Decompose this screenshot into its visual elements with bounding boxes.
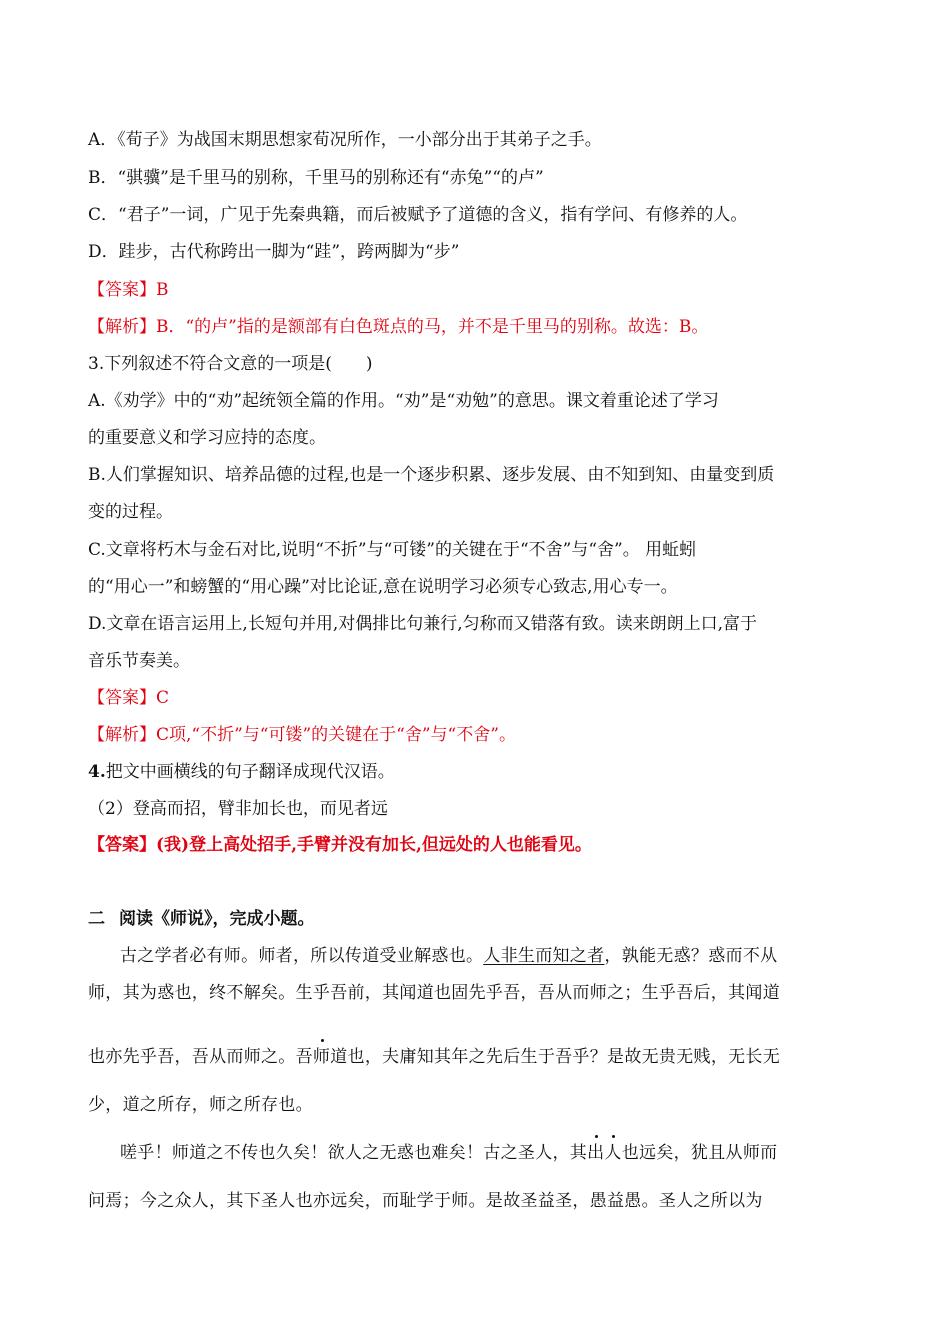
q3-analysis xyxy=(88,723,868,747)
passage-text: 也亦先乎吾，吾从而师之。吾 xyxy=(88,1047,313,1067)
passage-p1-line4: 少，道之所存，师之所存也。 xyxy=(88,1095,313,1115)
analysis-label: 【解析】 xyxy=(88,317,156,337)
section-title: 阅读《师说》，完成小题。 xyxy=(119,909,315,929)
q3-option-b-line2: 变的过程。 xyxy=(88,502,173,522)
passage-p1-line2: 师，其为惑也，终不解矣。生乎吾前，其闻道也固先乎吾，吾从而师之；生乎吾后，其闻道 xyxy=(88,983,780,1003)
analysis-text: B．“的卢”指的是额部有白色斑点的马，并不是千里马的别称。故选：B。 xyxy=(156,317,709,337)
q4-stem-text: 把文中画横线的句子翻译成现代汉语。 xyxy=(105,762,395,782)
q2-analysis xyxy=(88,315,868,339)
q3-option-a-line2: 的重要意义和学习应持的态度。 xyxy=(88,428,326,448)
section-heading xyxy=(88,907,868,931)
q2-option-d: D．跬步，古代称跨出一脚为“跬”，跨两脚为“步” xyxy=(88,242,460,262)
q3-option-a-line1: A.《劝学》中的“劝”起统领全篇的作用。“劝”是“劝勉”的意思。课文着重论述了学习 xyxy=(88,391,719,411)
passage-p2-line2: 问焉；今之众人，其下圣人也亦远矣，而耻学于师。是故圣益圣，愚益愚。圣人之所以为 xyxy=(88,1191,763,1211)
passage-p1-line1 xyxy=(120,944,860,968)
answer-label: 【答案】 xyxy=(88,835,156,855)
q2-option-a: A．《荀子》为战国末期思想家荀况所作，一小部分出于其弟子之手。 xyxy=(88,130,602,150)
q2-answer xyxy=(88,278,868,302)
q3-answer xyxy=(88,686,868,710)
passage-p1-line3 xyxy=(88,1045,868,1069)
passage-p2-line1 xyxy=(120,1141,860,1165)
passage-text: 道也，夫庸知其年之先后生于吾乎？是故无贵无贱，无长无 xyxy=(330,1047,781,1067)
section-number: 二 xyxy=(88,909,105,929)
q3-option-d-line2: 音乐节奏美。 xyxy=(88,651,190,671)
passage-text: 也远矣，犹且从师而 xyxy=(621,1143,778,1163)
q3-option-c-line2: 的“用心一”和螃蟹的“用心躁”对比论证,意在说明学习必须专心致志,用心专一。 xyxy=(88,577,678,597)
dotted-char: 出 xyxy=(587,1143,605,1163)
q3-stem: 3.下列叙述不符合文意的一项是( ) xyxy=(88,354,373,374)
passage-text: 古之学者必有师。师者，所以传道受业解惑也。 xyxy=(120,946,484,966)
passage-text: 嗟乎！师道之不传也久矣！欲人之无惑也难矣！古之圣人，其 xyxy=(120,1143,588,1163)
q3-option-d-line1: D.文章在语言运用上,长短句并用,对偶排比句兼行,匀称而又错落有致。读来朗朗上口,富于 xyxy=(88,614,758,634)
analysis-label: 【解析】 xyxy=(88,725,156,745)
analysis-text: C项,“不折”与“可镂”的关键在于“舍”与“不舍”。 xyxy=(156,725,516,745)
q4-answer xyxy=(88,833,868,857)
q3-option-c-line1: C.文章将朽木与金石对比,说明“不折”与“可镂”的关键在于“不舍”与“舍”。 用蚯蚓 xyxy=(88,540,697,560)
q4-stem xyxy=(88,760,868,784)
underlined-sentence: 人非生而知之者 xyxy=(483,946,605,966)
answer-value: (我)登上高处招手,手臂并没有加长,但远处的人也能看见。 xyxy=(156,835,592,855)
dotted-char: 师 xyxy=(312,1047,331,1067)
passage-text: ，孰能无惑？惑而不从 xyxy=(604,946,778,966)
answer-label: 【答案】 xyxy=(88,280,156,300)
q4-sub-question: （2）登高而招，臂非加长也，而见者远 xyxy=(88,799,388,819)
q3-option-b-line1: B.人们掌握知识、培养品德的过程,也是一个逐步积累、逐步发展、由不知到知、由量变到质 xyxy=(88,465,775,485)
answer-value: C xyxy=(156,688,170,708)
q2-option-b: B．“骐骥”是千里马的别称，千里马的别称还有“赤兔”“的卢” xyxy=(88,168,544,188)
answer-value: B xyxy=(156,280,169,300)
q4-number: 4. xyxy=(88,762,106,782)
answer-label: 【答案】 xyxy=(88,688,156,708)
dotted-char: 人 xyxy=(604,1143,622,1163)
q2-option-c: C．“君子”一词，广见于先秦典籍，而后被赋予了道德的含义，指有学问、有修养的人。 xyxy=(88,205,748,225)
